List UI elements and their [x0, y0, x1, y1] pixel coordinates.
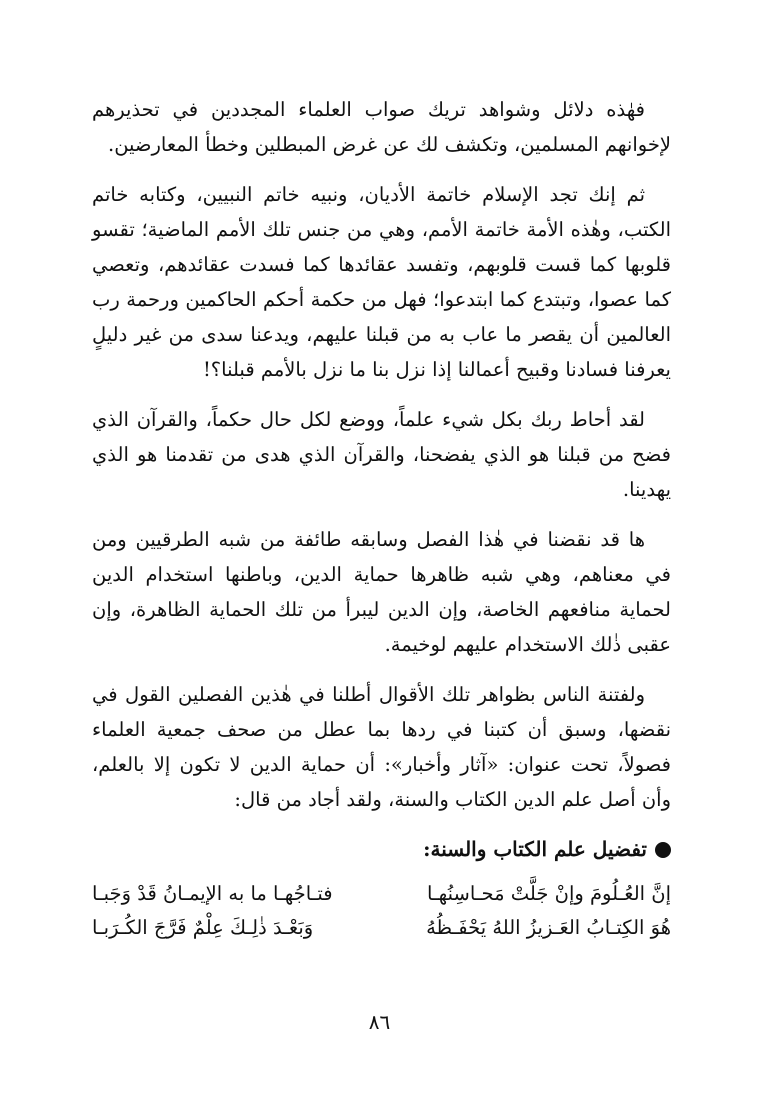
section-heading: [92, 832, 671, 867]
paragraph-text: ثم إنك تجد الإسلام خاتمة الأديان، ونبيه خاتم النبيين، وكتابه خاتم الكتب، وهٰذه الأمة خاتمة الأمم، وهي من جنس تلك الأمم الماضية؛ تقسو قلوبها كما قست قلوبهم، وتفسد عقائدها كما فسدت عقائدهم، وتعصي كما عصوا، وتبتدع كما ابتدعوا؛ فهل من حكمة أحكم الحاكمين ورحمة رب العالمين أن يقصر ما عاب به من قبلنا عليهم، ويدعنا سدى من غير دليلٍ يعرفنا فسادنا وقبيح أعمالنا إذا نزل بنا ما نزل بالأمم قبلنا؟!: [92, 183, 671, 381]
body-text: [92, 92, 671, 945]
paragraph: [92, 92, 671, 162]
section-heading-text: تفضيل علم الكتاب والسنة:: [423, 837, 647, 861]
page-number: ٨٦: [368, 1010, 391, 1034]
paragraph-text: لقد أحاط ربك بكل شيء علماً، ووضع لكل حال حكماً، والقرآن الذي فضح من قبلنا هو الذي يفضحنا، والقرآن الذي هدى من تقدمنا هو الذي يهدينا.: [92, 408, 671, 501]
paragraph: [92, 402, 671, 507]
verse-line: [92, 911, 671, 945]
paragraph: [92, 177, 671, 387]
verse-line: [92, 877, 671, 911]
verse-second-hemistich: فتـاجُهـا ما به الإيمـانُ قَدْ وَجَبـا: [92, 882, 333, 905]
paragraph: [92, 677, 671, 817]
paragraph-text: ها قد نقضنا في هٰذا الفصل وسابقه طائفة من شبه الطرقيين ومن في معناهم، وهي شبه ظاهرها حماية الدين، وباطنها استخدام الدين لحماية منافعهم الخاصة، وإن الدين ليبرأ من تلك الحماية الظاهرة، وإن عقبى ذٰلك الاستخدام عليهم لوخيمة.: [92, 528, 671, 656]
verse-second-hemistich: وَبَعْـدَ ذٰلِـكَ عِلْمٌ فَرَّجَ الكُـرَبـا: [92, 916, 314, 939]
bullet-icon: [655, 842, 671, 858]
verse-first-hemistich: إنَّ العُـلُومَ وإنْ جَلَّتْ مَحـاسِنُهـا: [427, 882, 671, 905]
verse-first-hemistich: هُوَ الكِتـابُ العَـزيزُ اللهُ يَحْفَـظُهُ: [426, 916, 671, 939]
paragraph-text: ولفتنة الناس بظواهر تلك الأقوال أطلنا في هٰذين الفصلين القول في نقضها، وسبق أن كتبنا في ردها بما عطل من صحف جمعية العلماء فصولاً، تحت عنوان: «آثار وأخبار»: أن حماية الدين لا تكون إلا بالعلم، وأن أصل علم الدين الكتاب والسنة، ولقد أجاد من قال:: [92, 683, 671, 811]
paragraph: [92, 522, 671, 662]
paragraph-text: فهٰذه دلائل وشواهد تريك صواب العلماء المجددين في تحذيرهم لإخوانهم المسلمين، وتكشف لك عن غرض المبطلين وخطأ المعارضين.: [92, 98, 671, 156]
